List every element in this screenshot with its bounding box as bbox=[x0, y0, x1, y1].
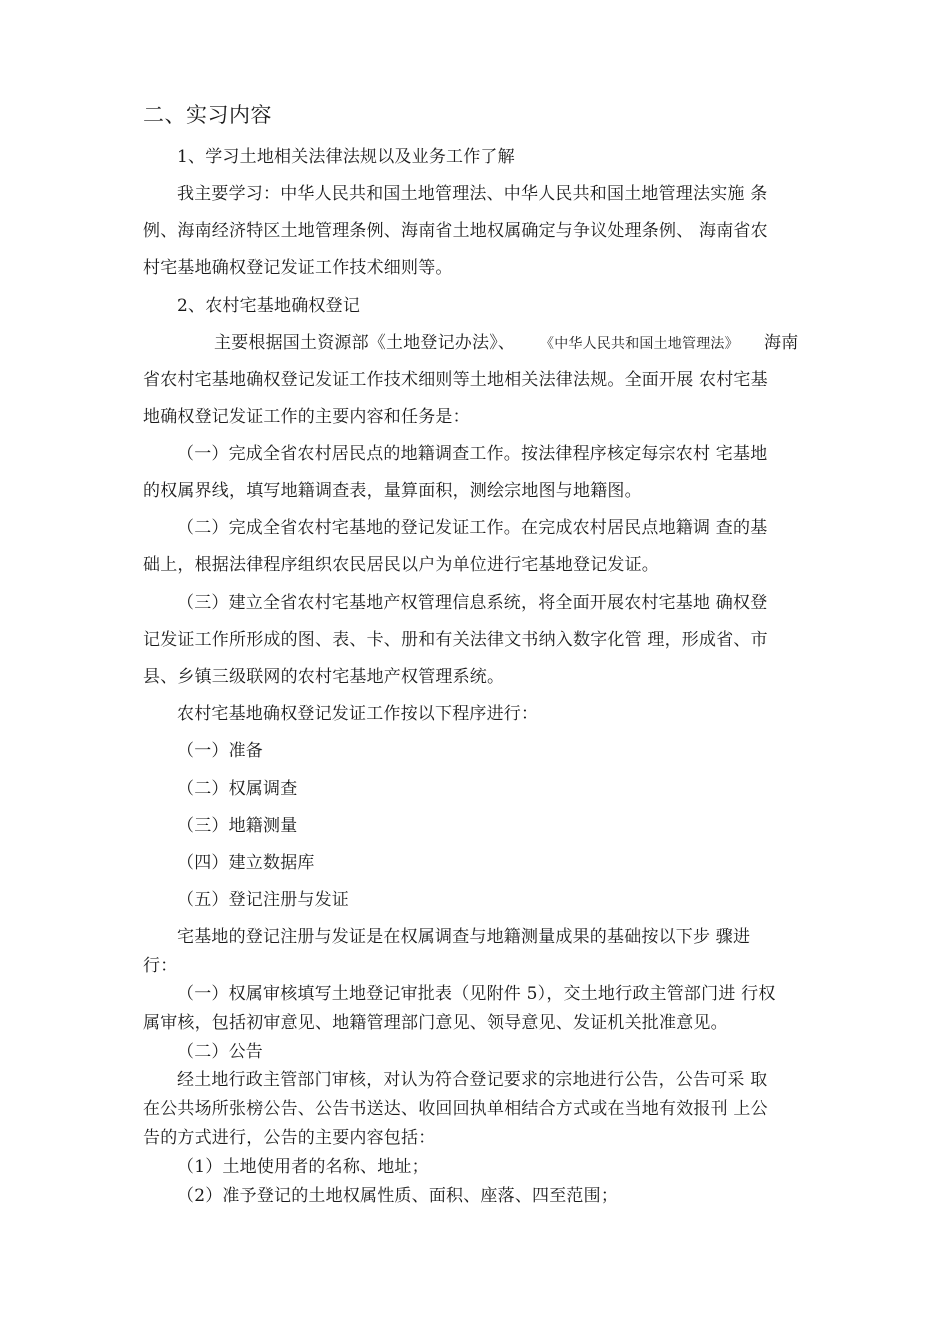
item1-title: 1、学习土地相关法律法规以及业务工作了解 bbox=[177, 147, 515, 167]
procedure-intro: 农村宅基地确权登记发证工作按以下程序进行： bbox=[177, 704, 539, 724]
reg-step2-line1: 经土地行政主管部门审核，对认为符合登记要求的宗地进行公告，公告可采 取 bbox=[177, 1070, 768, 1090]
task2-line1: （二）完成全省农村宅基地的登记发证工作。在完成农村居民点地籍调 查的基 bbox=[177, 518, 768, 538]
para2-line1-quote: 《中华人民共和国土地管理法》 bbox=[540, 336, 739, 352]
registration-intro-line2: 行： bbox=[143, 956, 178, 976]
task3-line3: 县、乡镇三级联网的农村宅基地产权管理系统。 bbox=[143, 667, 505, 687]
procedure-step: （四）建立数据库 bbox=[177, 853, 315, 873]
notice-item: （2）准予登记的土地权属性质、面积、座落、四至范围； bbox=[177, 1186, 619, 1206]
para1-line2: 例、海南经济特区土地管理条例、海南省土地权属确定与争议处理条例、 海南省农 bbox=[143, 221, 768, 241]
para2-line1-c: 海南 bbox=[764, 333, 799, 353]
para1-line1: 我主要学习：中华人民共和国土地管理法、中华人民共和国土地管理法实施 条 bbox=[177, 184, 768, 204]
reg-step1-line2: 属审核，包括初审意见、地籍管理部门意见、领导意见、发证机关批准意见。 bbox=[143, 1013, 728, 1033]
registration-intro-line1: 宅基地的登记注册与发证是在权属调查与地籍测量成果的基础按以下步 骤进 bbox=[177, 927, 751, 947]
para2-line3: 地确权登记发证工作的主要内容和任务是： bbox=[143, 407, 470, 427]
reg-step2-line3: 告的方式进行，公告的主要内容包括： bbox=[143, 1128, 436, 1148]
procedure-step: （二）权属调查 bbox=[177, 779, 298, 799]
procedure-step: （三）地籍测量 bbox=[177, 816, 298, 836]
notice-item: （1）土地使用者的名称、地址； bbox=[177, 1157, 429, 1177]
task1-line2: 的权属界线，填写地籍调查表，量算面积，测绘宗地图与地籍图。 bbox=[143, 481, 642, 501]
para1-line3: 村宅基地确权登记发证工作技术细则等。 bbox=[143, 258, 453, 278]
task3-line1: （三）建立全省农村宅基地产权管理信息系统，将全面开展农村宅基地 确权登 bbox=[177, 593, 768, 613]
section-heading: 二、实习内容 bbox=[143, 103, 272, 127]
task3-line2: 记发证工作所形成的图、表、卡、册和有关法律文书纳入数字化管 理，形成省、市 bbox=[143, 630, 768, 650]
reg-step2-line2: 在公共场所张榜公告、公告书送达、收回回执单相结合方式或在当地有效报刊 上公 bbox=[143, 1099, 768, 1119]
reg-step2-title: （二）公告 bbox=[177, 1042, 263, 1062]
para2-line1-a: 主要根据国土资源部《土地登记办法》、 bbox=[214, 333, 516, 353]
procedure-step: （五）登记注册与发证 bbox=[177, 890, 349, 910]
para2-line2: 省农村宅基地确权登记发证工作技术细则等土地相关法律法规。全面开展 农村宅基 bbox=[143, 370, 768, 390]
procedure-step: （一）准备 bbox=[177, 741, 263, 761]
item2-title: 2、农村宅基地确权登记 bbox=[177, 296, 361, 316]
reg-step1-line1: （一）权属审核填写土地登记审批表（见附件 5），交土地行政主管部门进 行权 bbox=[177, 984, 776, 1004]
task2-line2: 础上，根据法律程序组织农民居民以户为单位进行宅基地登记发证。 bbox=[143, 555, 659, 575]
task1-line1: （一）完成全省农村居民点的地籍调查工作。按法律程序核定每宗农村 宅基地 bbox=[177, 444, 768, 464]
